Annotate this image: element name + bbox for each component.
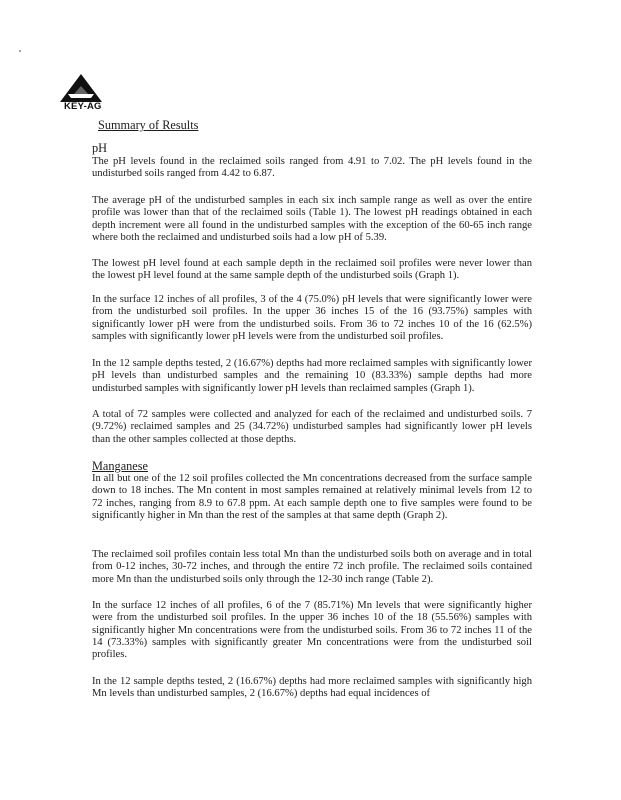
manganese-paragraph-1: In all but one of the 12 soil profiles collected the Mn concentrations decreased from the surface sample down to 18 inches. The Mn content in most samples remained at relatively minimal levels from 12 to 72 inches, ranging from 8.9 to 67.8 ppm. At each sample depth one to five samples were found to be significantly higher in Mn than the rest of the samples at that same depth (Graph 2).	[92, 473, 532, 521]
section-title-manganese: Manganese	[92, 459, 148, 473]
ph-paragraph-6: A total of 72 samples were collected and analyzed for each of the reclaimed and undisturbed soils. 7 (9.72%) reclaimed samples and 25 (34.72%) undisturbed samples had significantly lower pH levels than the other samples collected at those depths.	[92, 409, 532, 445]
scan-speck	[19, 50, 21, 52]
ph-paragraph-5: In the 12 sample depths tested, 2 (16.67%) depths had more reclaimed samples with significantly lower pH levels than undisturbed samples and the remaining 10 (83.33%) sample depths had more undisturbed samples with significantly lower pH levels than reclaimed samples (Graph 1).	[92, 358, 532, 394]
ph-paragraph-3: The lowest pH level found at each sample depth in the reclaimed soil profiles were never lower than the lowest pH level found at the same sample depth of the undisturbed soils (Graph 1).	[92, 258, 532, 282]
ph-paragraph-2: The average pH of the undisturbed samples in each six inch sample range as well as over the entire profile was lower than that of the reclaimed soils (Table 1). The lowest pH readings obtained in each depth increment were all found in the undisturbed samples with the exception of the 60-65 inch range where both the reclaimed and undisturbed soils had a low pH of 5.39.	[92, 195, 532, 243]
manganese-paragraph-2: The reclaimed soil profiles contain less total Mn than the undisturbed soils both on average and in total from 0-12 inches, 30-72 inches, and through the entire 72 inch profile. The reclaimed soils contained more Mn than the undisturbed soils only through the 12-30 inch range (Table 2).	[92, 549, 532, 585]
manganese-paragraph-4: In the 12 sample depths tested, 2 (16.67%) depths had more reclaimed samples with significantly high Mn levels than undisturbed samples, 2 (16.67%) depths had equal incidences of	[92, 676, 532, 700]
section-title-ph: pH	[92, 141, 108, 155]
logo-text: KEY-AG	[64, 101, 102, 112]
page-heading: Summary of Results	[98, 118, 199, 132]
manganese-paragraph-3: In the surface 12 inches of all profiles, 6 of the 7 (85.71%) Mn levels that were significantly higher were from the undisturbed soil profiles. In the upper 36 inches 10 of the 18 (55.56%) samples with significantly higher Mn concentrations were from the undisturbed soils. From 36 to 72 inches 11 of the 14 (73.33%) samples with significantly greater Mn concentrations were from the undisturbed soil profiles.	[92, 600, 532, 661]
ph-paragraph-1: The pH levels found in the reclaimed soils ranged from 4.91 to 7.02. The pH levels found in the undisturbed soils ranged from 4.42 to 6.87.	[92, 156, 532, 180]
ph-paragraph-4: In the surface 12 inches of all profiles, 3 of the 4 (75.0%) pH levels that were significantly lower were from the undisturbed soil profiles. In the upper 36 inches 15 of the 16 (93.75%) samples with significantly lower pH were from the undisturbed soils. From 36 to 72 inches 10 of the 16 (62.5%) samples with significantly lower pH levels were from the undisturbed soil profiles.	[92, 294, 532, 342]
